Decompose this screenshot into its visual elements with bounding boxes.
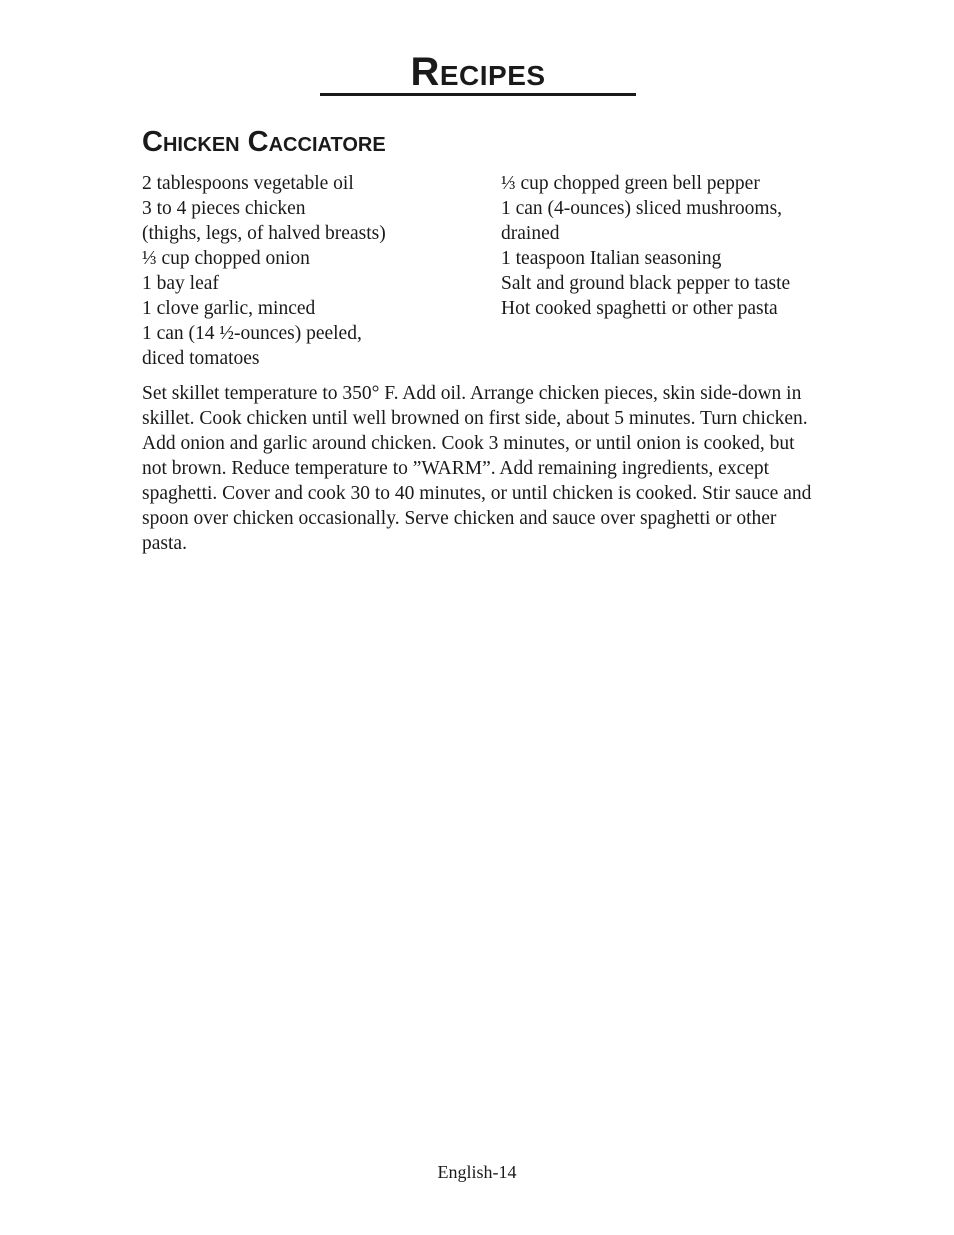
ingredient-line: Hot cooked spaghetti or other pasta [501, 298, 778, 319]
ingredient-line: 1 can (14 ½-ounces) peeled, [142, 323, 362, 344]
ingredient-line: 1 can (4-ounces) sliced mushrooms, [501, 198, 783, 219]
ingredient-line: Salt and ground black pepper to taste [501, 273, 791, 294]
page-title: Recipes [410, 50, 546, 94]
ingredients-left-column [142, 171, 482, 371]
ingredient-line: 1 teaspoon Italian seasoning [501, 248, 722, 269]
ingredient-line: drained [501, 223, 560, 244]
ingredient-line: (thighs, legs, of halved breasts) [142, 223, 386, 244]
ingredient-line: ⅓ cup chopped green bell pepper [501, 173, 760, 194]
ingredient-line: 3 to 4 pieces chicken [142, 198, 306, 219]
ingredients-right-column [501, 171, 831, 321]
ingredient-line: 1 clove garlic, minced [142, 298, 316, 319]
ingredient-line: diced tomatoes [142, 348, 260, 369]
recipe-instructions: Set skillet temperature to 350° F. Add oil. Arrange chicken pieces, skin side-down in skillet. Cook chicken until well browned on first side, about 5 minutes. Turn chicken. Add onion and garlic around chicken. Cook 3 minutes, or until onion is cooked, but not brown. Reduce temperature to ”WARM”. Add remaining ingredients, except spaghetti. Cover and cook 30 to 40 minutes, or until chicken is cooked. Stir sauce and spoon over chicken occasionally. Serve chicken and sauce over spaghetti or other pasta. [142, 383, 812, 554]
title-underline [320, 93, 636, 96]
recipe-title: Chicken Cacciatore [142, 126, 386, 158]
ingredient-line: 1 bay leaf [142, 273, 219, 294]
ingredient-line: ⅓ cup chopped onion [142, 248, 310, 269]
page-footer: English-14 [437, 1162, 517, 1182]
ingredient-line: 2 tablespoons vegetable oil [142, 173, 354, 194]
